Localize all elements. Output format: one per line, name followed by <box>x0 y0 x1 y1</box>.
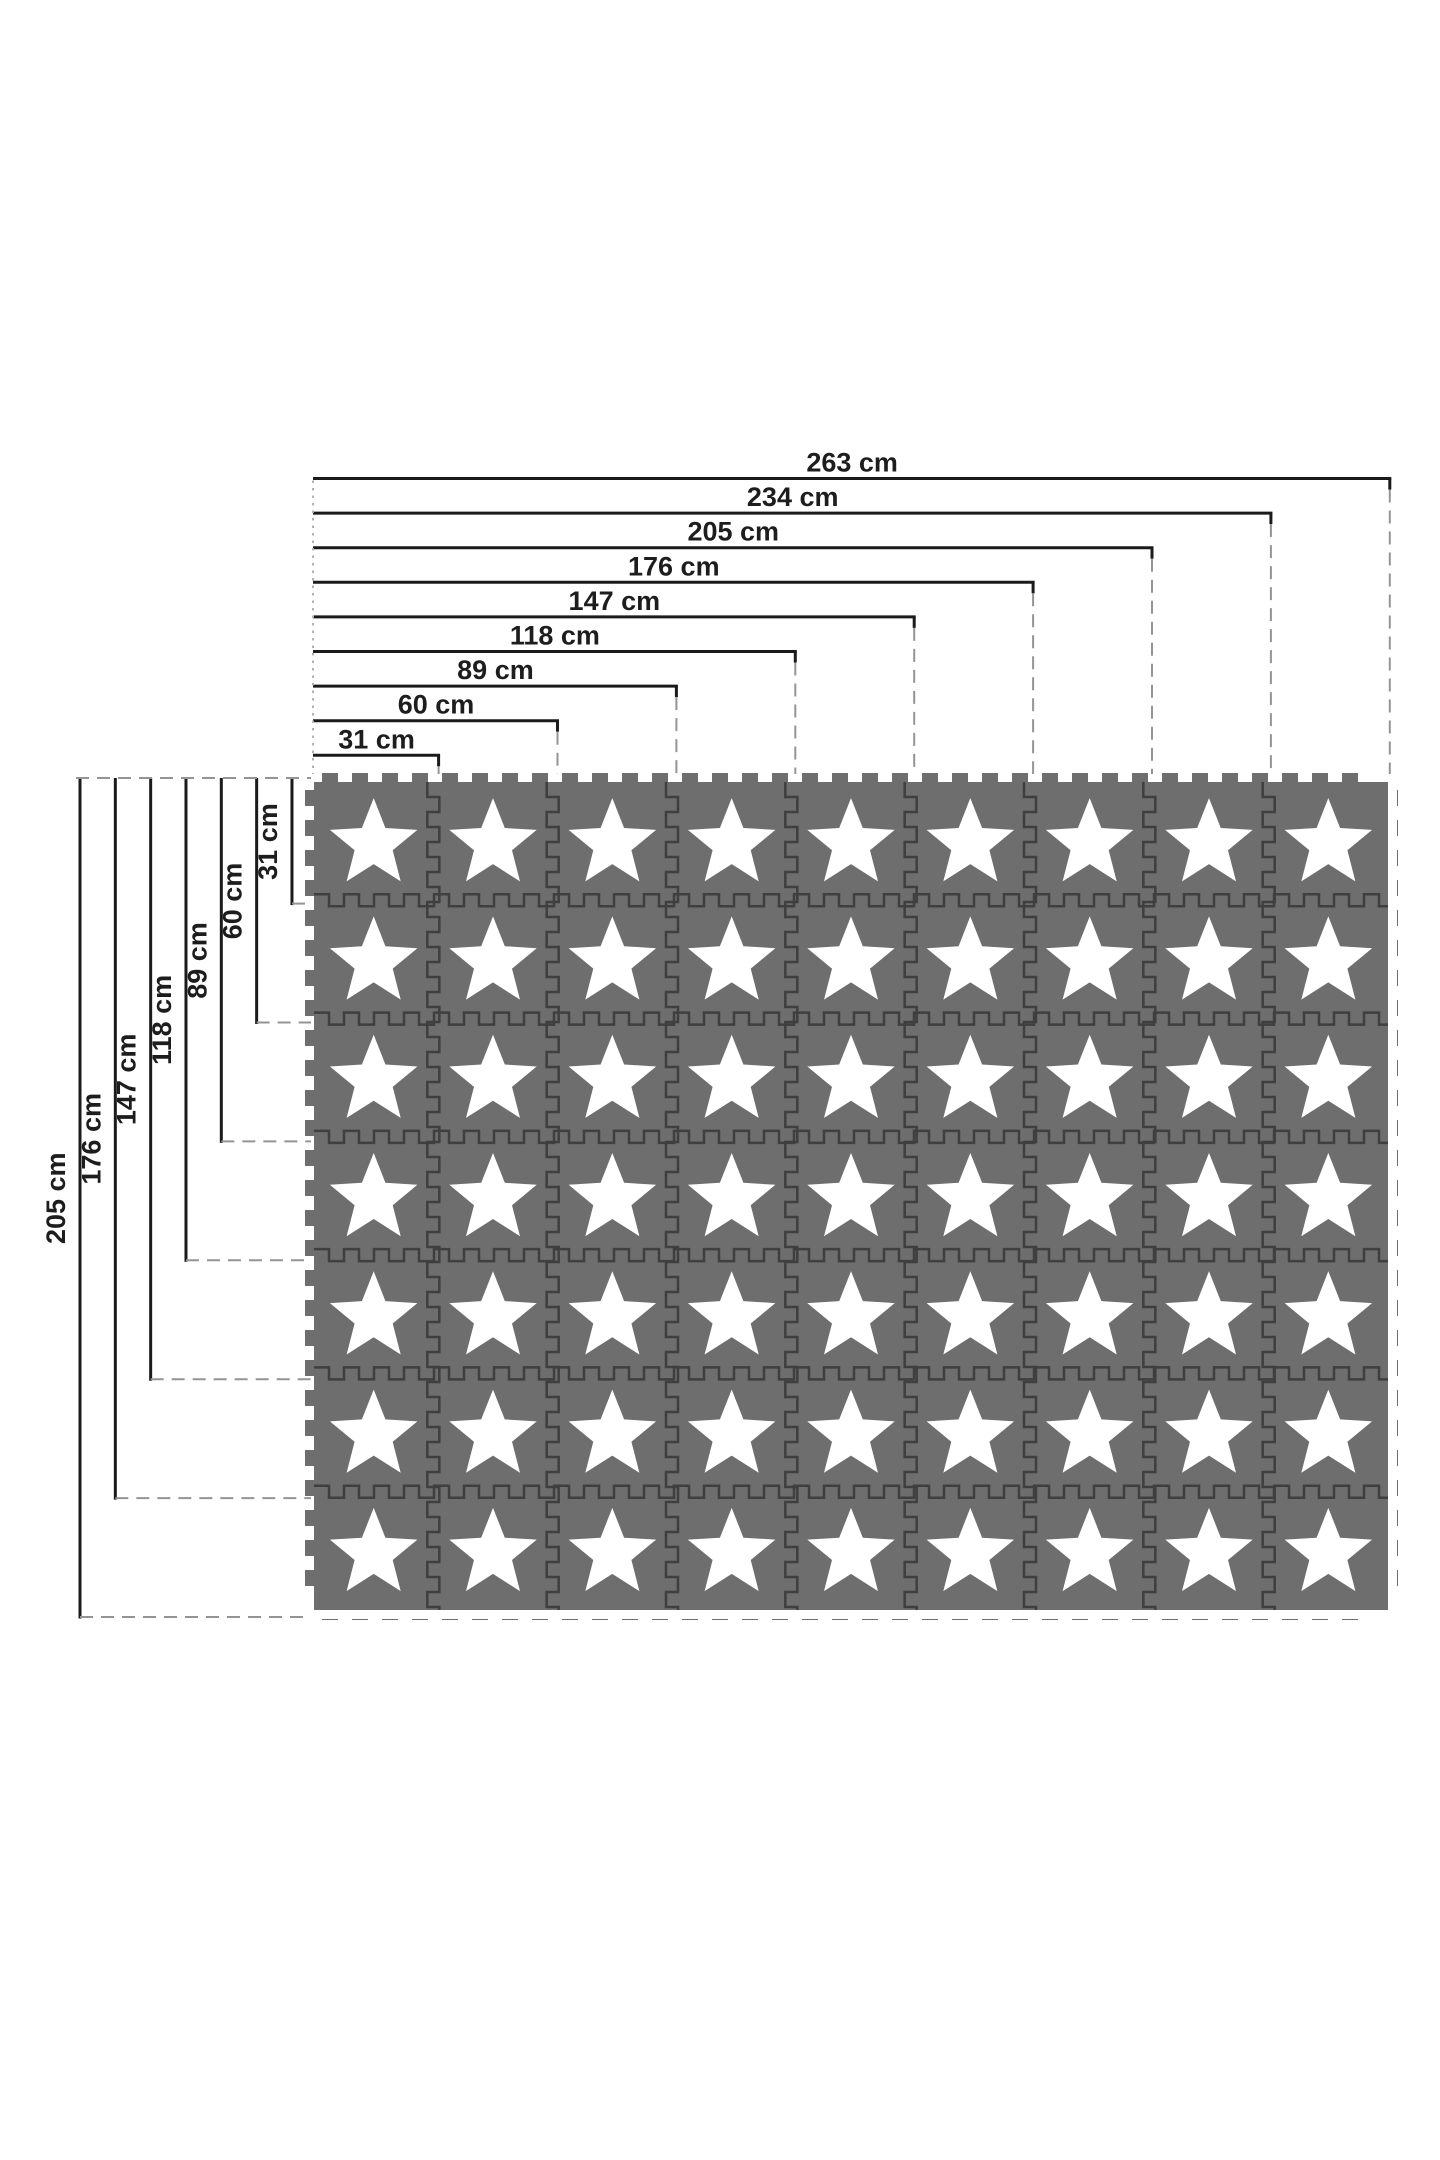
mat-edge-tab <box>1397 1060 1398 1076</box>
mat-edge-tab <box>832 773 848 783</box>
mat-edge-tab <box>1397 1300 1398 1316</box>
mat-edge-tab <box>892 773 908 783</box>
mat-edge-tab <box>1397 1390 1398 1406</box>
mat-edge-tab <box>1132 773 1148 783</box>
mat-edge-tab <box>922 1619 938 1620</box>
mat-edge-tab <box>305 940 315 956</box>
mat-edge-tab <box>412 1619 428 1620</box>
mat-edge-tab <box>532 773 548 783</box>
mat-edge-tab <box>305 1090 315 1106</box>
mat-edge-tab <box>322 773 338 783</box>
mat-edge-tab <box>1397 1330 1398 1346</box>
left-dimension-label: 89 cm <box>182 922 213 999</box>
mat-edge-tab <box>1397 820 1398 836</box>
play-mat <box>304 772 1398 1620</box>
mat-edge-tab <box>305 1360 315 1376</box>
mat-edge-tab <box>1222 773 1238 783</box>
top-dimension-label: 205 cm <box>687 516 780 547</box>
mat-edge-tab <box>1397 1210 1398 1226</box>
mat-edge-tab <box>802 773 818 783</box>
mat-edge-tab <box>305 850 315 866</box>
mat-edge-tab <box>305 1240 315 1256</box>
mat-edge-tab <box>305 1420 315 1436</box>
mat-edge-tab <box>305 1000 315 1016</box>
mat-edge-tab <box>1072 1619 1088 1620</box>
mat-edge-tab <box>1397 1420 1398 1436</box>
mat-edge-tab <box>1162 1619 1178 1620</box>
mat-edge-tab <box>532 1619 548 1620</box>
mat-edge-tab <box>305 1120 315 1136</box>
mat-edge-tab <box>305 1540 315 1556</box>
mat-edge-tab <box>1192 1619 1208 1620</box>
mat-edge-tab <box>1312 1619 1328 1620</box>
mat-edge-tab <box>1102 1619 1118 1620</box>
mat-edge-tab <box>772 1619 788 1620</box>
top-dimension-label: 263 cm <box>806 447 898 478</box>
top-dimension-label: 31 cm <box>338 724 415 755</box>
mat-edge-tab <box>892 1619 908 1620</box>
mat-edge-tab <box>1397 910 1398 926</box>
mat-edge-tab <box>1397 1570 1398 1586</box>
mat-edge-tab <box>1252 773 1268 783</box>
mat-edge-tab <box>412 773 428 783</box>
mat-edge-tab <box>772 773 788 783</box>
mat-edge-tab <box>1222 1619 1238 1620</box>
mat-edge-tab <box>472 1619 488 1620</box>
mat-edge-tab <box>622 1619 638 1620</box>
mat-edge-tab <box>305 1270 315 1286</box>
mat-edge-tab <box>1342 773 1358 783</box>
mat-edge-tab <box>382 1619 398 1620</box>
top-dimension-label: 89 cm <box>457 655 534 686</box>
left-dimension-label: 147 cm <box>111 1033 142 1126</box>
mat-edge-tab <box>442 1619 458 1620</box>
mat-edge-tab <box>305 1030 315 1046</box>
mat-edge-tab <box>1102 773 1118 783</box>
mat-edge-tab <box>1397 1180 1398 1196</box>
mat-edge-tab <box>862 773 878 783</box>
left-dimension-label: 118 cm <box>146 974 177 1065</box>
mat-edge-tab <box>1282 1619 1298 1620</box>
left-dimension-label: 205 cm <box>41 1152 71 1245</box>
top-dimension-label: 147 cm <box>568 585 661 616</box>
mat-edge-tab <box>832 1619 848 1620</box>
mat-edge-tab <box>862 1619 878 1620</box>
mat-edge-tab <box>502 1619 518 1620</box>
mat-edge-tab <box>1252 1619 1268 1620</box>
mat-edge-tab <box>305 1180 315 1196</box>
mat-edge-tab <box>952 773 968 783</box>
top-dimension-label: 176 cm <box>628 551 720 582</box>
left-dimension-label: 31 cm <box>252 803 283 880</box>
mat-edge-tab <box>305 1210 315 1226</box>
mat-edge-tab <box>1397 1090 1398 1106</box>
mat-edge-tab <box>712 1619 728 1620</box>
mat-edge-tab <box>305 1390 315 1406</box>
mat-edge-tab <box>1012 773 1028 783</box>
mat-edge-tab <box>1397 970 1398 986</box>
mat-edge-tab <box>1397 940 1398 956</box>
mat-edge-tab <box>982 1619 998 1620</box>
mat-edge-tab <box>652 1619 668 1620</box>
left-dimension-label: 60 cm <box>217 862 248 940</box>
mat-edge-tab <box>922 773 938 783</box>
mat-edge-tab <box>1397 1450 1398 1466</box>
mat-edge-tab <box>352 773 368 783</box>
mat-edge-tab <box>1397 1030 1398 1046</box>
mat-edge-tab <box>802 1619 818 1620</box>
mat-edge-tab <box>952 1619 968 1620</box>
mat-edge-tab <box>442 773 458 783</box>
mat-edge-tab <box>562 773 578 783</box>
mat-edge-tab <box>1397 1240 1398 1256</box>
mat-edge-tab <box>352 1619 368 1620</box>
mat-edge-tab <box>1042 1619 1058 1620</box>
mat-edge-tab <box>1397 790 1398 806</box>
left-dimension-label: 176 cm <box>76 1093 107 1185</box>
mat-edge-tab <box>1012 1619 1028 1620</box>
mat-edge-tab <box>382 773 398 783</box>
top-dimension-label: 118 cm <box>509 620 600 651</box>
mat-edge-tab <box>562 1619 578 1620</box>
mat-edge-tab <box>305 790 315 806</box>
mat-edge-tab <box>305 970 315 986</box>
mat-edge-tab <box>1397 1120 1398 1136</box>
mat-edge-tab <box>652 773 668 783</box>
mat-edge-tab <box>1397 1540 1398 1556</box>
mat-edge-tab <box>305 1450 315 1466</box>
mat-edge-tab <box>1042 773 1058 783</box>
mat-edge-tab <box>742 773 758 783</box>
mat-edge-tab <box>1072 773 1088 783</box>
mat-edge-tab <box>1162 773 1178 783</box>
mat-edge-tab <box>682 1619 698 1620</box>
mat-edge-tab <box>305 1150 315 1166</box>
mat-edge-tab <box>742 1619 758 1620</box>
top-dimension-label: 60 cm <box>397 689 475 720</box>
mat-edge-tab <box>502 773 518 783</box>
mat-edge-tab <box>1192 773 1208 783</box>
mat-edge-tab <box>1132 1619 1148 1620</box>
mat-edge-tab <box>1397 1360 1398 1376</box>
mat-edge-tab <box>1397 1150 1398 1166</box>
mat-edge-tab <box>322 1619 338 1620</box>
mat-edge-tab <box>622 773 638 783</box>
mat-edge-tab <box>982 773 998 783</box>
mat-edge-tab <box>305 1060 315 1076</box>
mat-edge-tab <box>1397 1480 1398 1496</box>
mat-edge-tab <box>1397 1000 1398 1016</box>
mat-edge-tab <box>305 1330 315 1346</box>
mat-edge-tab <box>305 880 315 896</box>
mat-edge-tab <box>305 1300 315 1316</box>
mat-edge-tab <box>1397 850 1398 866</box>
mat-edge-tab <box>712 773 728 783</box>
mat-edge-tab <box>1312 773 1328 783</box>
mat-edge-tab <box>1342 1619 1358 1620</box>
mat-edge-tab <box>592 773 608 783</box>
mat-edge-tab <box>305 1480 315 1496</box>
mat-edge-tab <box>305 1570 315 1586</box>
mat-edge-tab <box>592 1619 608 1620</box>
mat-edge-tab <box>305 820 315 836</box>
mat-edge-tab <box>305 1510 315 1526</box>
mat-edge-tab <box>682 773 698 783</box>
mat-edge-tab <box>1397 1270 1398 1286</box>
top-dimension-label: 234 cm <box>746 482 839 513</box>
mat-edge-tab <box>472 773 488 783</box>
mat-edge-tab <box>1282 773 1298 783</box>
mat-edge-tab <box>1397 1510 1398 1526</box>
mat-edge-tab <box>1397 880 1398 896</box>
mat-edge-tab <box>305 910 315 926</box>
